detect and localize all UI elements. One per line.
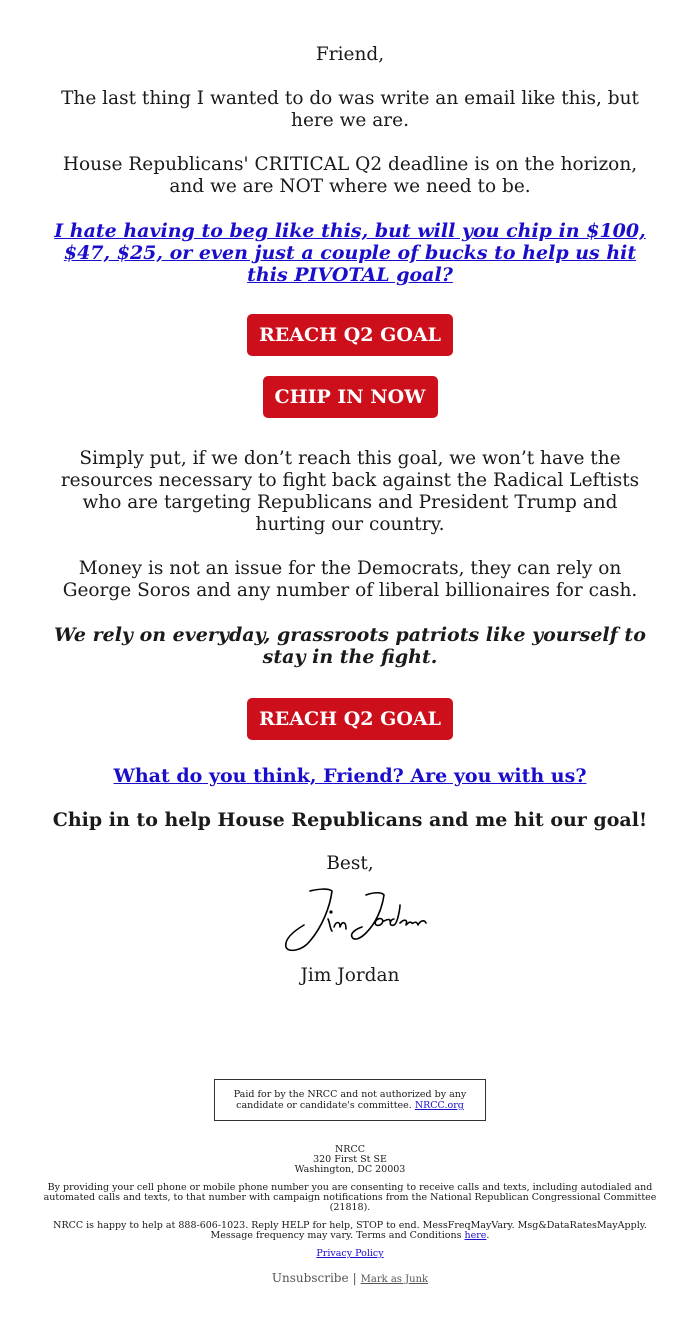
address-org: NRCC <box>334 1144 365 1155</box>
address-city: Washington, DC 20003 <box>294 1164 406 1175</box>
privacy-row <box>40 1249 660 1259</box>
reach-q2-goal-button-second[interactable]: REACH Q2 GOAL <box>247 698 453 740</box>
reach-q2-goal-button[interactable]: REACH Q2 GOAL <box>247 314 453 356</box>
unsubscribe-link[interactable]: Unsubscribe <box>271 1271 349 1285</box>
paid-for-text: Paid for by the NRCC and not authorized by any candidate or candidate's committee. <box>233 1089 467 1111</box>
emphasis-text: We rely on everyday, grassroots patriots like yourself to stay in the fight. <box>54 624 646 668</box>
closing-call-to-action: Chip in to help House Republicans and me hit our goal! <box>52 809 648 831</box>
help-text-block: NRCC is happy to help at 888-606-1023. Reply HELP for help, STOP to end. MessFreqMayVary. Msg&DataRatesMayApply. Message frequency may vary. Terms and Conditions here. <box>53 1220 647 1241</box>
privacy-policy-link[interactable]: Privacy Policy <box>316 1248 384 1259</box>
paragraph-democrats: Money is not an issue for the Democrats, they can rely on George Soros and any number of liberal billionaires for cash. <box>62 558 638 601</box>
address-street: 320 First St SE <box>313 1154 387 1165</box>
button-row-2 <box>50 376 650 418</box>
sign-off: Best, <box>326 853 374 874</box>
donation-ask-link[interactable]: I hate having to beg like this, but will you chip in $100, $47, $25, or even just a couple of bucks to help us hit this PIVOTAL goal? <box>54 220 646 286</box>
mailing-address <box>40 1145 660 1175</box>
sender-name: Jim Jordan <box>300 965 400 986</box>
nrcc-link[interactable]: NRCC.org <box>414 1100 464 1111</box>
signature-image <box>270 879 430 959</box>
chip-in-now-button[interactable]: CHIP IN NOW <box>263 376 438 418</box>
greeting: Friend, <box>315 44 385 65</box>
button-row-3 <box>50 698 650 740</box>
terms-here-link[interactable]: here <box>464 1230 487 1241</box>
button-row-1 <box>50 314 650 356</box>
sms-consent-text: By providing your cell phone or mobile phone number you are consenting to receive calls and texts, including autodialed and automated calls and texts, to that number with campaign notifications from the National Republican Congressional Committee (21818). <box>43 1182 657 1213</box>
paragraph-deadline: House Republicans' CRITICAL Q2 deadline is on the horizon, and we are NOT where we need to be. <box>62 154 638 197</box>
email-footer <box>40 1079 660 1287</box>
paragraph-resources: Simply put, if we don’t reach this goal, we won’t have the resources necessary to fight back against the Radical Leftists who are targeting Republicans and President Trump and hurting our country. <box>60 448 640 535</box>
mark-as-junk-link[interactable]: Mark as Junk <box>360 1274 429 1285</box>
paid-for-box <box>214 1079 486 1121</box>
paragraph-intro: The last thing I wanted to do was write an email like this, but here we are. <box>61 88 639 131</box>
email-body <box>50 0 650 987</box>
question-link[interactable]: What do you think, Friend? Are you with us? <box>113 765 587 787</box>
separator: | <box>352 1271 357 1285</box>
unsubscribe-row <box>40 1271 660 1287</box>
help-text: NRCC is happy to help at 888-606-1023. Reply HELP for help, STOP to end. MessFreqMayVary. Msg&DataRatesMayApply. Message frequency may vary. Terms and Conditions <box>53 1220 647 1241</box>
